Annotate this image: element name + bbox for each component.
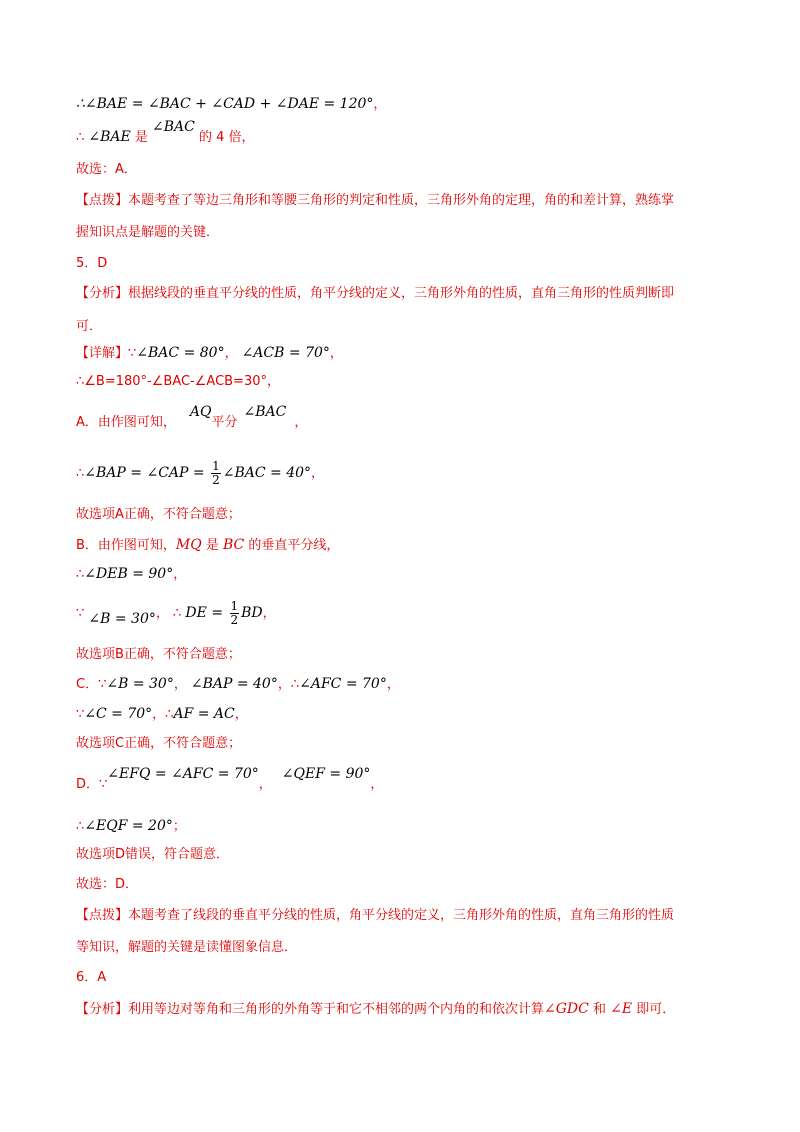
- math-expression: ∠BAC = 40°: [222, 465, 312, 481]
- math-expression: MQ: [175, 537, 202, 553]
- text: C．∵: [76, 677, 107, 692]
- math-expression: ∠ACB = 70°: [241, 345, 330, 361]
- denominator: 2: [212, 473, 220, 487]
- text: 是: [201, 538, 223, 553]
- line-24: 故选：D．: [76, 877, 139, 892]
- line-14: [76, 535, 728, 556]
- line-2: [76, 119, 728, 148]
- line-4: 【点拨】本题考查了等边三角形和等腰三角形的判定和性质，三角形外角的定理，角的和差计算，熟练掌: [76, 193, 675, 208]
- line-11: [76, 404, 728, 433]
- math-expression: ∠E: [610, 1001, 633, 1017]
- line-12: [76, 460, 728, 487]
- math-expression: BD: [241, 605, 263, 621]
- line-3: 故选：A．: [76, 162, 137, 177]
- math-expression: ∠BAC: [243, 404, 287, 420]
- text: ∵: [76, 606, 89, 621]
- punct: ，: [373, 97, 387, 112]
- text: D．∵: [76, 777, 108, 792]
- question-number: 6．A: [76, 970, 107, 985]
- punct: ，: [386, 677, 400, 692]
- math-expression: BC: [223, 537, 245, 553]
- line-26: 等知识，解题的关键是读懂图象信息．: [76, 940, 298, 955]
- line-28: [76, 999, 728, 1020]
- punct: ，: [224, 346, 238, 361]
- math-expression: ∠GDC: [544, 1001, 589, 1017]
- line-20: 故选项C正确，不符合题意；: [76, 736, 242, 751]
- punct: ，: [258, 777, 272, 792]
- line-16: [76, 600, 728, 627]
- math-expression: ∠AFC = 70°: [299, 676, 387, 692]
- line-7: 【分析】根据线段的垂直平分线的性质，角平分线的定义，三角形外角的性质，直角三角形的性质判断即: [76, 286, 675, 301]
- line-22: [76, 816, 728, 837]
- math-expression: ∠BAP = 40°: [190, 676, 278, 692]
- line-1: [76, 94, 728, 115]
- text: B．由作图可知，: [76, 538, 176, 553]
- line-21: [76, 766, 728, 795]
- text: 和: [588, 1002, 611, 1017]
- line-10: ∴∠B=180°-∠BAC-∠ACB=30°，: [76, 374, 280, 389]
- fraction: [230, 600, 240, 627]
- line-15: [76, 564, 728, 585]
- numerator: 1: [230, 599, 239, 613]
- text: ∵: [76, 707, 85, 722]
- line-5: 握知识点是解题的关键．: [76, 225, 220, 240]
- math-expression: ∠BAC: [152, 119, 195, 135]
- math-expression: DE =: [185, 605, 228, 621]
- denominator: 2: [230, 613, 239, 627]
- math-expression: ∠BAP = ∠CAP =: [84, 465, 210, 481]
- punct: ；: [172, 819, 186, 834]
- text: A．由作图可知，: [76, 415, 176, 430]
- fraction: [211, 460, 221, 487]
- question-number: 5．D: [76, 256, 108, 271]
- punct: ，: [370, 777, 384, 792]
- punct: ，: [311, 466, 325, 481]
- text: 的垂直平分线，: [244, 538, 340, 553]
- text: ， ∴: [155, 606, 186, 621]
- punct: ，: [262, 606, 276, 621]
- line-8: 可．: [76, 319, 103, 334]
- line-23: 故选项D错误，符合题意．: [76, 847, 230, 862]
- punct: ，: [234, 707, 248, 722]
- punct: ，: [294, 415, 308, 430]
- text: ，∴: [152, 707, 174, 722]
- line-13: 故选项A正确，不符合题意；: [76, 507, 241, 522]
- text: 即可．: [632, 1002, 676, 1017]
- math-expression: ∠QEF = 90°: [281, 766, 371, 782]
- math-expression: ∴∠BAE = ∠BAC + ∠CAD + ∠DAE = 120°: [76, 96, 374, 112]
- punct: ，: [329, 346, 343, 361]
- line-9: [76, 343, 728, 364]
- text: ∴: [76, 466, 85, 481]
- line-18: [76, 674, 728, 695]
- math-expression: ∠B = 30°: [88, 611, 156, 627]
- line-25: 【点拨】本题考查了线段的垂直平分线的性质，角平分线的定义，三角形外角的性质，直角三角形的性质: [76, 908, 675, 923]
- math-expression: ∠B = 30°: [106, 676, 174, 692]
- math-expression: AQ: [189, 404, 212, 420]
- math-expression: ∠EQF = 20°: [84, 818, 173, 834]
- text: ，∴: [277, 677, 300, 692]
- math-expression: ∠BAE: [88, 129, 131, 145]
- math-expression: ∠C = 70°: [84, 706, 153, 722]
- punct: ，: [173, 677, 187, 692]
- punct: ，: [173, 567, 187, 582]
- math-expression: ∠EFQ = ∠AFC = 70°: [107, 766, 259, 782]
- math-expression: ∠BAC = 80°: [136, 345, 225, 361]
- text: 的 4 倍，: [194, 130, 255, 145]
- numerator: 1: [212, 459, 220, 473]
- text: ∴: [76, 567, 85, 582]
- line-19: [76, 704, 728, 725]
- text: 【详解】∵: [76, 346, 137, 361]
- text: 是: [130, 130, 153, 145]
- text: 【分析】利用等边对等角和三角形的外角等于和它不相邻的两个内角的和依次计算: [76, 1002, 545, 1017]
- math-expression: AF = AC: [173, 706, 235, 722]
- line-17: 故选项B正确，不符合题意；: [76, 647, 241, 662]
- text: ∴: [76, 130, 89, 145]
- text: 平分: [211, 415, 238, 430]
- text: ∴: [76, 819, 85, 834]
- math-expression: ∠DEB = 90°: [84, 566, 174, 582]
